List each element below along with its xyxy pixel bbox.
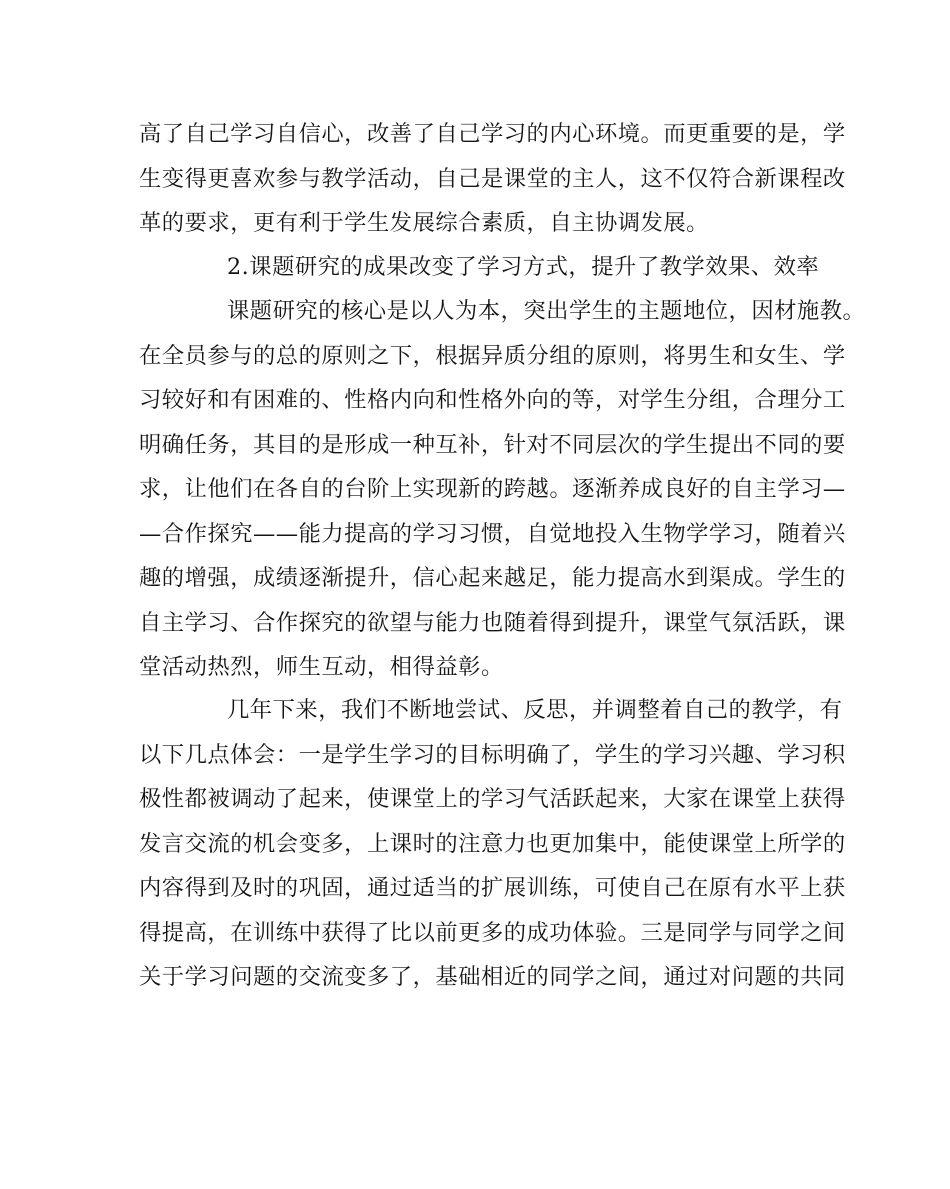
text-line: 内容得到及时的巩固，通过适当的扩展训练，可使自己在原有水平上获 [139,875,846,901]
paragraph-2 [139,289,866,690]
text-line: 高了自己学习自信心，改善了自己学习的内心环境。而更重要的是，学 [139,121,846,147]
text-line: 发言交流的机会变多，上课时的注意力也更加集中，能使课堂上所学的 [139,830,846,857]
text-line: 习较好和有困难的、性格内向和性格外向的等，对学生分组，合理分工 [139,387,846,413]
text-line: 趣的增强，成绩逐渐提升，信心起来越足，能力提高水到渠成。学生的 [139,565,846,591]
text-line: 以下几点体会：一是学生学习的目标明确了，学生的学习兴趣、学习积 [139,741,846,768]
text-line: 堂活动热烈，师生互动，相得益彰。 [139,654,504,680]
text-line: 自主学习、合作探究的欲望与能力也随着得到提升，课堂气氛活跃，课 [139,609,846,636]
paragraph-1 [139,112,846,246]
text-line: 明确任务，其目的是形成一种互补，针对不同层次的学生提出不同的要 [139,431,846,458]
text-line: 生变得更喜欢参与教学活动，自己是课堂的主人，这不仅符合新课程改 [139,165,846,192]
text-line: 极性都被调动了起来，使课堂上的学习气活跃起来，大家在课堂上获得 [139,786,846,812]
text-line: 关于学习问题的交流变多了，基础相近的同学之间，通过对问题的共同 [139,964,846,990]
text-line: —合作探究——能力提高的学习习惯，自觉地投入生物学学习，随着兴 [139,520,846,547]
text-line: 得提高，在训练中获得了比以前更多的成功体验。三是同学与同学之间 [139,919,846,946]
text-line: 革的要求，更有利于学生发展综合素质，自主协调发展。 [139,210,709,236]
text-line: 在全员参与的总的原则之下，根据异质分组的原则，将男生和女生、学 [139,342,846,369]
text-line: 几年下来，我们不断地尝试、反思，并调整着自己的教学，有 [227,697,843,723]
section-heading [139,245,820,290]
heading-text: 2.课题研究的成果改变了学习方式，提升了教学效果、效率 [227,254,820,280]
text-line: 课题研究的核心是以人为本，突出学生的主题地位，因材施教。 [227,298,866,324]
text-line: 求，让他们在各自的台阶上实现新的跨越。逐渐养成良好的自主学习— [139,476,846,502]
paragraph-3 [139,688,846,1000]
